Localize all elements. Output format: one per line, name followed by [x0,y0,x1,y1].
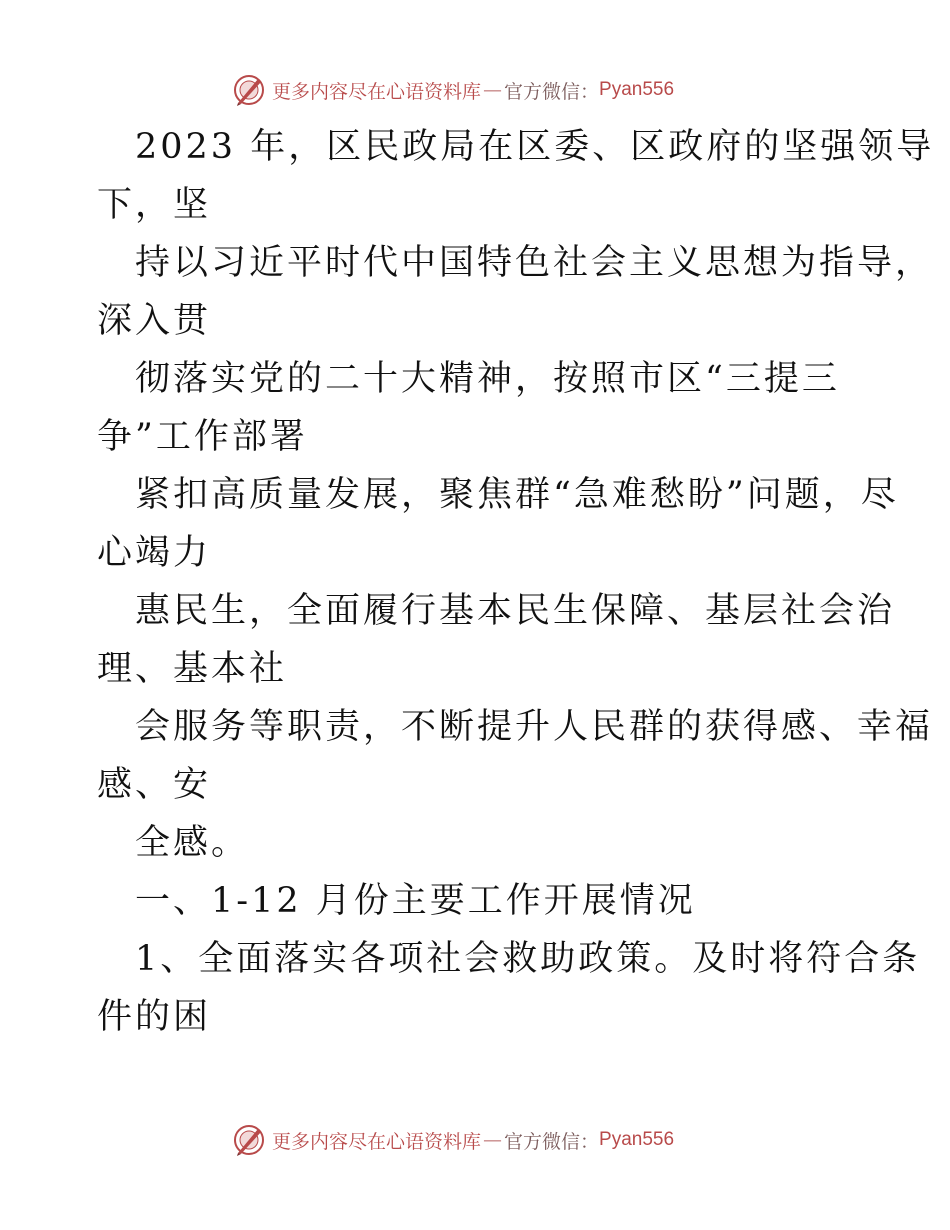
quill-pen-logo-icon [232,1123,266,1157]
paragraph-line: 下，坚 [97,185,212,225]
paragraph-line: 1、全面落实各项社会救助政策。及时将符合条 [135,939,921,979]
watermark-wechat-id: Pyan556 [599,1129,675,1150]
watermark-text: 更多内容尽在心语资料库 [272,1130,482,1153]
paragraph-line: 感、安 [97,765,212,805]
footer-watermark [232,1122,674,1158]
watermark-separator: — [483,1129,503,1151]
paragraph-line: 2023 年，区民政局在区委、区政府的坚强领导 [135,127,935,167]
paragraph-line: 心竭力 [97,533,212,573]
watermark-text: 更多内容尽在心语资料库 [272,80,482,103]
watermark-wechat-id: Pyan556 [599,79,675,100]
quill-pen-logo-icon [232,73,266,107]
paragraph-line: 争”工作部署 [97,417,308,457]
paragraph-line: 深入贯 [97,301,212,341]
watermark-separator: — [483,79,503,101]
header-watermark [232,72,674,108]
paragraph-line: 紧扣高质量发展，聚焦群“急难愁盼”问题，尽 [135,475,899,515]
paragraph-line: 全感。 [135,823,250,863]
document-body [97,118,935,1046]
paragraph-line: 件的困 [97,997,212,1037]
paragraph-line: 持以习近平时代中国特色社会主义思想为指导， [135,243,934,283]
watermark-official-label: 官方微信： [504,80,600,103]
watermark-official-label: 官方微信： [504,1130,600,1153]
paragraph-line: 彻落实党的二十大精神，按照市区“三提三 [135,359,840,399]
paragraph-line: 理、基本社 [97,649,288,689]
paragraph-line: 惠民生，全面履行基本民生保障、基层社会治 [135,591,896,631]
section-heading: 一、1-12 月份主要工作开展情况 [135,881,696,921]
paragraph-line: 会服务等职责，不断提升人民群的获得感、幸福 [135,707,934,747]
